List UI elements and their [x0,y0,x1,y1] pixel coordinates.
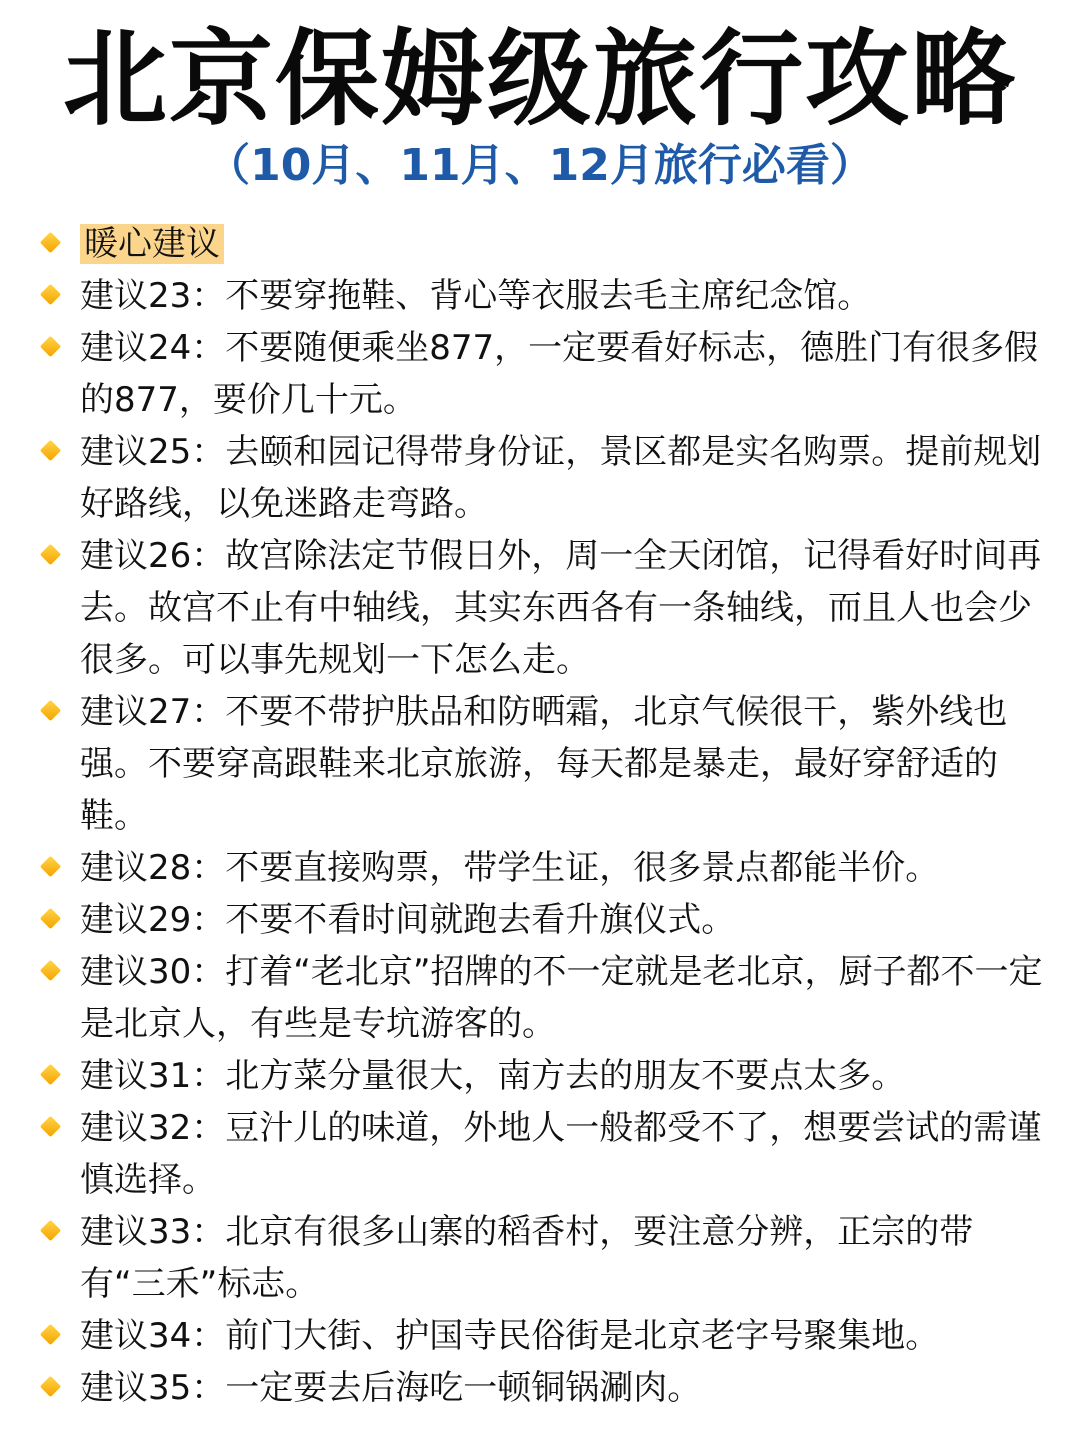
item-label: 建议35： [80,1368,226,1408]
list-item [40,270,1050,322]
list-item [40,894,1050,946]
list-item [40,1206,1050,1310]
item-text: 一定要去后海吃一顿铜锅涮肉。 [225,1368,702,1408]
item-label: 建议26： [80,536,226,576]
item-text: 不要不看时间就跑去看升旗仪式。 [225,900,736,940]
diamond-icon [40,1220,61,1241]
page-title: 北京保姆级旅行攻略 [62,18,1017,140]
diamond-icon [40,1324,61,1345]
list-item [40,1362,1050,1414]
item-label: 建议27： [80,692,226,732]
diamond-icon [40,336,61,357]
tips-list [40,218,1050,1414]
diamond-icon [40,544,61,565]
diamond-icon [40,856,61,877]
item-text: 前门大街、护国寺民俗街是北京老字号聚集地。 [225,1316,940,1356]
diamond-icon [40,284,61,305]
list-item [40,530,1050,686]
diamond-icon [40,1376,61,1397]
list-heading [40,218,1050,270]
item-text: 北方菜分量很大，南方去的朋友不要点太多。 [225,1056,906,1096]
item-text: 不要不带护肤品和防晒霜，北京气候很干，紫外线也强。不要穿高跟鞋来北京旅游，每天都是暴走，最好穿舒适的鞋。 [80,692,1008,836]
diamond-icon [40,960,61,981]
item-text: 豆汁儿的味道，外地人一般都受不了，想要尝试的需谨慎选择。 [80,1108,1042,1200]
list-item [40,322,1050,426]
item-label: 建议34： [80,1316,226,1356]
item-label: 建议29： [80,900,226,940]
item-text: 不要穿拖鞋、背心等衣服去毛主席纪念馆。 [225,276,872,316]
item-label: 建议30： [80,952,226,992]
page-subtitle: （10月、11月、12月旅行必看） [206,140,874,191]
item-label: 建议31： [80,1056,226,1096]
list-item [40,1102,1050,1206]
list-item [40,946,1050,1050]
list-item [40,1310,1050,1362]
item-text: 故宫除法定节假日外，周一全天闭馆，记得看好时间再去。故宫不止有中轴线，其实东西各有一条轴线，而且人也会少很多。可以事先规划一下怎么走。 [80,536,1042,680]
item-label: 建议24： [80,328,226,368]
list-item [40,686,1050,842]
diamond-icon [40,908,61,929]
diamond-icon [40,232,61,253]
list-item [40,842,1050,894]
diamond-icon [40,1116,61,1137]
heading-text: 暖心建议 [80,224,224,264]
diamond-icon [40,700,61,721]
item-label: 建议33： [80,1212,226,1252]
item-label: 建议28： [80,848,226,888]
diamond-icon [40,1064,61,1085]
item-text: 北京有很多山寨的稻香村，要注意分辨，正宗的带有“三禾”标志。 [80,1212,974,1304]
list-item [40,1050,1050,1102]
item-text: 打着“老北京”招牌的不一定就是老北京，厨子都不一定是北京人，有些是专坑游客的。 [80,952,1043,1044]
item-text: 不要直接购票，带学生证，很多景点都能半价。 [225,848,940,888]
list-item [40,426,1050,530]
item-label: 建议32： [80,1108,226,1148]
item-label: 建议25： [80,432,226,472]
item-label: 建议23： [80,276,226,316]
diamond-icon [40,440,61,461]
item-text: 去颐和园记得带身份证，景区都是实名购票。提前规划好路线，以免迷路走弯路。 [80,432,1042,524]
item-text: 不要随便乘坐877，一定要看好标志，德胜门有很多假的877，要价几十元。 [80,328,1039,420]
